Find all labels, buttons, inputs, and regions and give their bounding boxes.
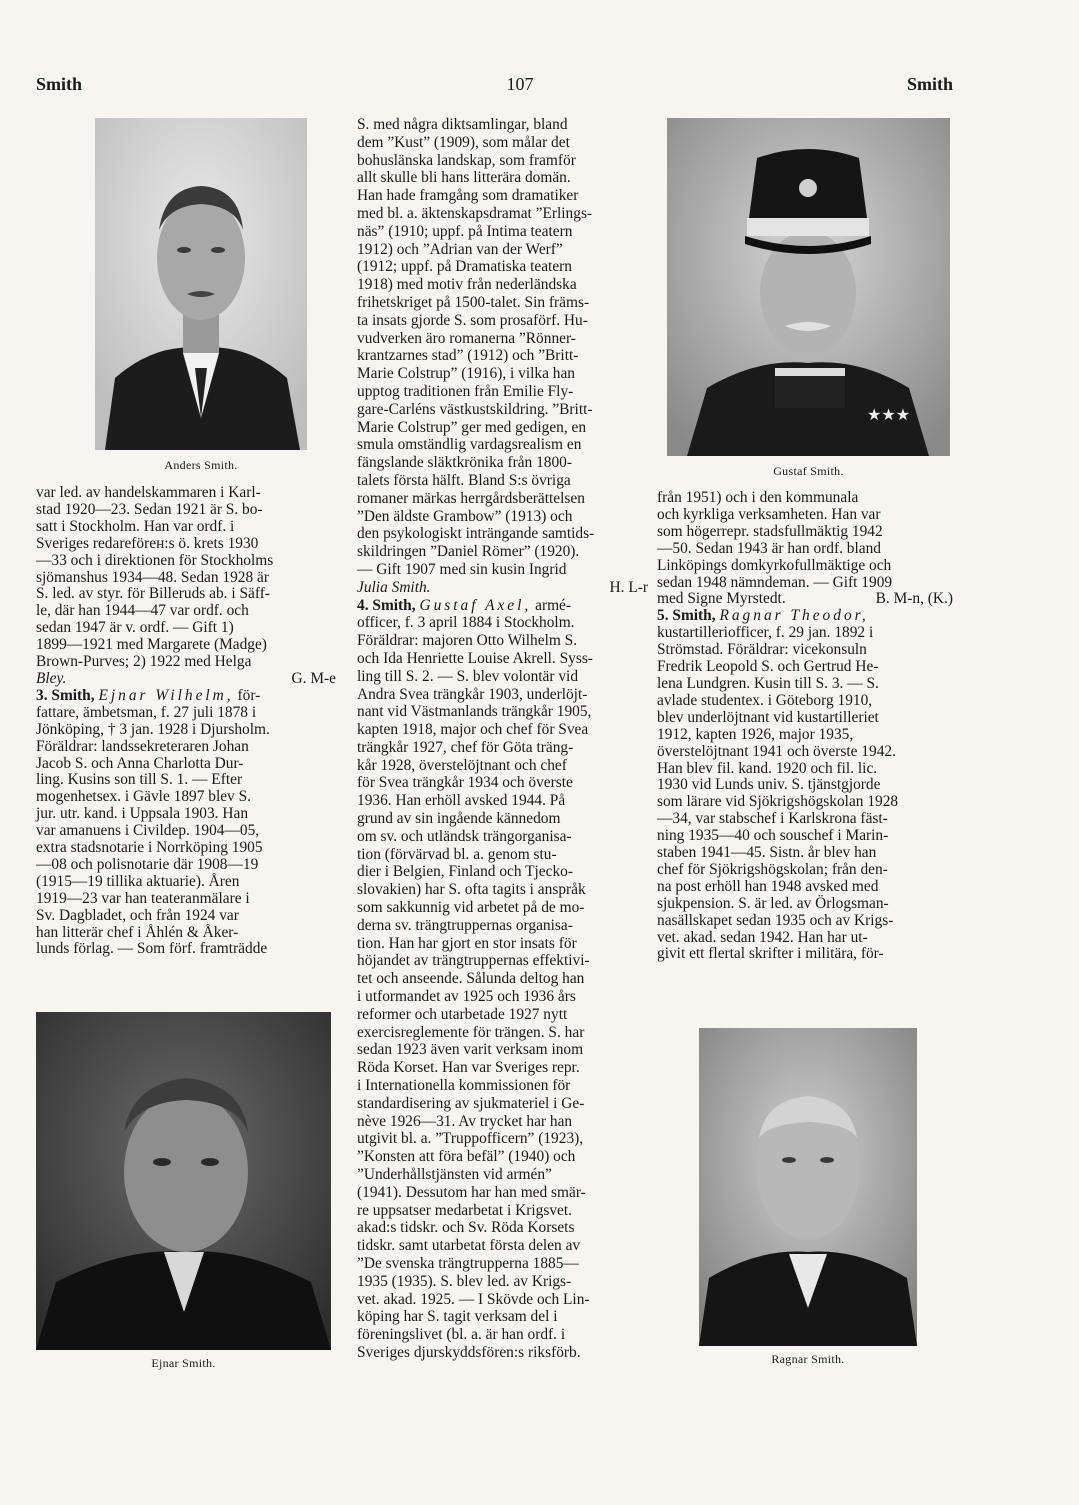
- text-line: sedan 1947 är v. ordf. — Gift 1): [36, 619, 234, 637]
- text-line: grund av sin ingående kännedom: [357, 810, 561, 828]
- portrait-anders-smith: [95, 118, 307, 450]
- text-line: givit ett flertal skrifter i militära, för-: [657, 945, 884, 963]
- portrait-ragnar-smith: [699, 1028, 917, 1346]
- text-line: —34, var stabschef i Karlskrona fäst-: [657, 810, 888, 828]
- text-line: —08 och polisnotarie där 1908—19: [36, 855, 259, 873]
- text-line: frihetskriget på 1500-talet. Sin främs-: [357, 293, 590, 311]
- text-line: blev underlöjtnant vid kustartilleriet: [657, 708, 879, 726]
- page-header: [0, 74, 1079, 98]
- text-line: tion. Han har gjort en stor insats för: [357, 934, 577, 952]
- text-line: (1941). Dessutom har han med smär-: [357, 1183, 586, 1201]
- text-line: Föräldrar: majoren Otto Wilhelm S.: [357, 632, 578, 650]
- column-2-text: [357, 116, 648, 1362]
- text-line: 1912) och ”Adrian van der Werf”: [357, 240, 563, 258]
- text-line: jur. utr. kand. i Uppsala 1903. Han: [36, 805, 249, 823]
- text-line: 1899—1921 med Margarete (Madge): [36, 636, 267, 654]
- text-line: Föräldrar: landssekreteraren Johan: [36, 737, 249, 755]
- text-line: —33 och i direktionen för Stockholms: [36, 551, 274, 569]
- text-line: 1936. Han erhöll avsked 1944. På: [357, 792, 566, 810]
- caption-ragnar-smith: Ragnar Smith.: [771, 1352, 845, 1366]
- text-line: tion (förvärvad bl. a. genom stu-: [357, 845, 557, 863]
- text-line: som lärare vid Sjökrigshögskolan 1928: [657, 793, 899, 811]
- text-line: utgivit bl. a. ”Truppofficern” (1923),: [357, 1130, 584, 1148]
- text-line: för Svea trängkår 1934 och överste: [357, 774, 573, 792]
- text-line: köping har S. tagit verksam del i: [357, 1308, 558, 1326]
- text-line: som sakkunnig vid arbetet på de mo-: [357, 899, 585, 917]
- text-italic: Bley.: [36, 669, 67, 687]
- text-line: om sv. och utländsk trängorganisa-: [357, 827, 572, 845]
- portrait-gustaf-smith: [667, 118, 950, 456]
- text-line: 1918) med motiv från nederländska: [357, 276, 577, 294]
- text-line: skildringen ”Daniel Römer” (1920).: [357, 543, 580, 561]
- text-line: nant vid Västmanlands trängkår 1905,: [357, 703, 592, 721]
- text-line: ta insats gjorde S. som prosaförf. Hu-: [357, 311, 588, 329]
- text-line: stad 1920—23. Sedan 1921 är S. bo-: [36, 500, 263, 518]
- text-line: le, där han 1944—47 var ordf. och: [36, 602, 249, 620]
- text-line: Sv. Dagbladet, och från 1924 var: [36, 906, 239, 924]
- text-line: smula omständlig vardagsrealism en: [357, 436, 582, 454]
- running-head-right: Smith: [906, 74, 953, 94]
- author-signature: G. M-e: [291, 669, 336, 687]
- text-line: Jacob S. och Anna Charlotta Dur-: [36, 754, 244, 772]
- text-line: Han hade framgång som dramatiker: [357, 187, 579, 205]
- entry-number-name: 3. Smith,: [36, 686, 95, 704]
- text-fragment: armé-: [535, 596, 572, 614]
- text-line: gare-Carléns västkustskildring. ”Britt-: [357, 400, 593, 418]
- text-line: Han blev fil. kand. 1920 och fil. lic.: [657, 759, 878, 777]
- text-line: kustartilleriofficer, f. 29 jan. 1892 i: [657, 624, 874, 642]
- text-fragment: för-: [237, 686, 261, 704]
- text-line: —50. Sedan 1943 är han ordf. bland: [657, 539, 881, 557]
- text-line: näs” (1910; uppf. på Intima teatern: [357, 222, 573, 240]
- text-line: Marie Colstrup” (1916), i vilka han: [357, 365, 575, 383]
- text-line: chef för Sjökrigshögskolan; från den-: [657, 860, 888, 878]
- text-line: (1912; uppf. på Dramatiska teatern: [357, 258, 572, 276]
- text-line: Linköpings domkyrkofullmäktige och: [657, 556, 892, 574]
- text-line: romaner märkas herrgårdsberättelsen: [357, 489, 585, 507]
- text-line: akad:s tidskr. och Sv. Röda Korsets: [357, 1219, 575, 1237]
- text-line: S. led. av styr. för Billeruds ab. i Säff-: [36, 585, 270, 603]
- text-line: Fredrik Leopold S. och Gertrud He-: [657, 658, 879, 676]
- text-line: avlade studentex. i Göteborg 1910,: [657, 691, 873, 709]
- text-line: satt i Stockholm. Han var ordf. i: [36, 517, 235, 535]
- text-line: derna sv. trängtruppernas organisa-: [357, 916, 573, 934]
- text-line: — Gift 1907 med sin kusin Ingrid: [357, 560, 567, 578]
- text-line: överstelöjtnant 1941 och överste 1942.: [657, 742, 896, 760]
- running-head-left: Smith: [36, 74, 83, 94]
- text-line: Sveriges djurskyddsfören:s riksförb.: [357, 1343, 581, 1361]
- text-line: allt skulle bli hans litterära domän.: [357, 169, 571, 187]
- text-line: Röda Korset. Han var Sveriges repr.: [357, 1059, 580, 1077]
- text-line: fattare, ämbetsman, f. 27 juli 1878 i: [36, 703, 257, 721]
- text-line: slovakien) har S. ofta tagits i anspråk: [357, 881, 586, 899]
- text-line: Strömstad. Föräldrar: vicekonsuln: [657, 641, 867, 659]
- text-line: [657, 591, 953, 608]
- text-line: var led. av handelskammaren i Karl-: [36, 484, 261, 501]
- text-line: exercisreglemente för trängen. S. har: [357, 1023, 585, 1041]
- page-number: 107: [506, 74, 534, 94]
- text-line: och Ida Henriette Louise Akrell. Syss-: [357, 649, 593, 667]
- caption-ejnar-smith: Ejnar Smith.: [151, 1356, 216, 1370]
- column-3-text: [657, 490, 953, 963]
- text-line: ”Underhållstjänsten vid armén”: [357, 1166, 552, 1184]
- text-line: lunds förlag. — Som förf. framträdde: [36, 940, 268, 958]
- text-line: tet och anseende. Sålunda deltog han: [357, 970, 585, 988]
- text-line: 1919—23 var han teateranmälare i: [36, 889, 250, 907]
- text-line: Andra Svea trängkår 1903, underlöjt-: [357, 685, 588, 703]
- text-line: ”De svenska trängtrupperna 1885—: [357, 1255, 579, 1272]
- text-line: standardisering av sjukmateriel i Ge-: [357, 1094, 585, 1112]
- text-line: (1915—19 tillika aktuarie). Åren: [36, 872, 240, 890]
- text-line: vudverken äro romanerna ”Rönner-: [357, 329, 576, 347]
- text-line: reformer och utarbetade 1927 nytt: [357, 1005, 568, 1023]
- caption-anders-smith: Anders Smith.: [164, 458, 238, 472]
- text-line: ”Konsten att föra befäl” (1940) och: [357, 1148, 576, 1166]
- text-line: dier i Belgien, Finland och Tjecko-: [357, 863, 573, 881]
- text-line: i Internationella kommissionen för: [357, 1077, 571, 1095]
- text-line: vet. akad. sedan 1942. Han har ut-: [657, 928, 868, 946]
- text-line: Sveriges redareförен:s ö. krets 1930: [36, 534, 259, 552]
- text-line: och kyrkliga verksamheten. Han var: [657, 505, 881, 523]
- text-line: från 1951) och i den kommunala: [657, 489, 859, 506]
- text-line: ling till S. 2. — S. blev volontär vid: [357, 667, 579, 685]
- text-line: den psykologiskt inträngande samtids-: [357, 525, 595, 543]
- text-line: föreningslivet (bl. a. är han ordf. i: [357, 1326, 566, 1344]
- text-line: tidskr. samt utarbetat första delen av: [357, 1237, 581, 1255]
- text-line: kår 1928, överstelöjtnant och chef: [357, 756, 567, 774]
- caption-gustaf-smith: Gustaf Smith.: [773, 464, 844, 478]
- text-line: [357, 579, 648, 597]
- text-line: re uppsatser medarbetat i Krigsvet.: [357, 1201, 572, 1219]
- text-line: 1912, kapten 1926, major 1935,: [657, 725, 854, 743]
- text-line: staben 1941—45. Sistn. år blev han: [657, 844, 877, 862]
- text-line: med bl. a. äktenskapsdramat ”Erlings-: [357, 204, 593, 222]
- text-line: ling. Kusins son till S. 1. — Efter: [36, 771, 243, 789]
- text-line: var amanuens i Civildep. 1904—05,: [36, 822, 260, 840]
- text-line: talets första hälft. Bland S:s övriga: [357, 471, 571, 489]
- text-line: nève 1926—31. Av trycket har han: [357, 1112, 573, 1130]
- text-line: S. med några diktsamlingar, bland: [357, 116, 568, 133]
- author-signature: B. M-n, (K.): [875, 590, 953, 608]
- text-line: som högerrepr. stadsfullmäktig 1942: [657, 522, 883, 540]
- portrait-ejnar-smith: [36, 1012, 331, 1350]
- text-fragment: med Signe Myrstedt.: [657, 590, 786, 608]
- text-line: krantzarnes stad” (1912) och ”Britt-: [357, 347, 579, 365]
- text-line: [36, 671, 336, 688]
- text-line: extra stadsnotarie i Norrköping 1905: [36, 839, 263, 857]
- text-line: 1930 vid Lunds univ. S. tjänstgjorde: [657, 776, 881, 794]
- text-line: Brown-Purves; 2) 1922 med Helga: [36, 653, 252, 671]
- entry-number-name: 5. Smith,: [657, 607, 716, 625]
- text-line: nasällskapet sedan 1935 och av Krigs-: [657, 911, 894, 929]
- text-line: i utformandet av 1925 och 1936 års: [357, 988, 576, 1006]
- entry-given-names: Ejnar Wilhelm,: [98, 686, 234, 704]
- entry-number-name: 4. Smith,: [357, 596, 416, 614]
- text-line: kapten 1918, major och chef för Svea: [357, 721, 589, 739]
- text-line: höjandet av trängtruppernas effektivi-: [357, 952, 590, 970]
- text-line: fängslande släktkrönika från 1800-: [357, 454, 572, 472]
- text-line: bohuslänska landskap, som framför: [357, 151, 576, 169]
- text-line: mogenhetsex. i Gävle 1897 blev S.: [36, 788, 252, 806]
- text-line: na post erhöll han 1948 avsked med: [657, 877, 879, 895]
- text-line: dem ”Kust” (1909), som målar det: [357, 133, 570, 151]
- text-line: lena Lundgren. Kusin till S. 3. — S.: [657, 674, 879, 692]
- text-line: trängkår 1927, chef för Göta träng-: [357, 738, 574, 756]
- column-1-text: [36, 485, 336, 958]
- text-line: sedan 1923 även varit verksam inom: [357, 1041, 584, 1059]
- text-line: han litterär chef i Åhlén & Åker-: [36, 923, 239, 941]
- text-line: officer, f. 3 april 1884 i Stockholm.: [357, 614, 575, 632]
- svg-text:★★★: ★★★: [867, 405, 911, 424]
- text-line: 1935 (1935). S. blev led. av Krigs-: [357, 1272, 572, 1290]
- author-signature: H. L-r: [609, 578, 648, 596]
- entry-heading: [657, 608, 953, 625]
- entry-heading: [357, 597, 648, 615]
- entry-heading: [36, 688, 336, 705]
- text-line: Marie Colstrup” ger med gedigen, en: [357, 418, 587, 436]
- text-line: Jönköping, † 3 jan. 1928 i Djursholm.: [36, 720, 270, 738]
- text-line: sjömanshus 1934—48. Sedan 1928 är: [36, 568, 269, 586]
- text-line: sedan 1948 nämndeman. — Gift 1909: [657, 573, 893, 591]
- text-line: ning 1935—40 och souschef i Marin-: [657, 827, 889, 845]
- entry-given-names: Gustaf Axel,: [419, 596, 532, 614]
- entry-given-names: Ragnar Theodor,: [719, 607, 869, 625]
- text-line: ”Den äldste Grambow” (1913) och: [357, 507, 573, 525]
- text-line: sjukpension. S. är led. av Örlogsman-: [657, 894, 889, 912]
- text-italic: Julia Smith.: [357, 578, 431, 596]
- text-line: upptog traditionen från Emilie Fly-: [357, 382, 574, 400]
- text-line: vet. akad. 1925. — I Skövde och Lin-: [357, 1290, 590, 1308]
